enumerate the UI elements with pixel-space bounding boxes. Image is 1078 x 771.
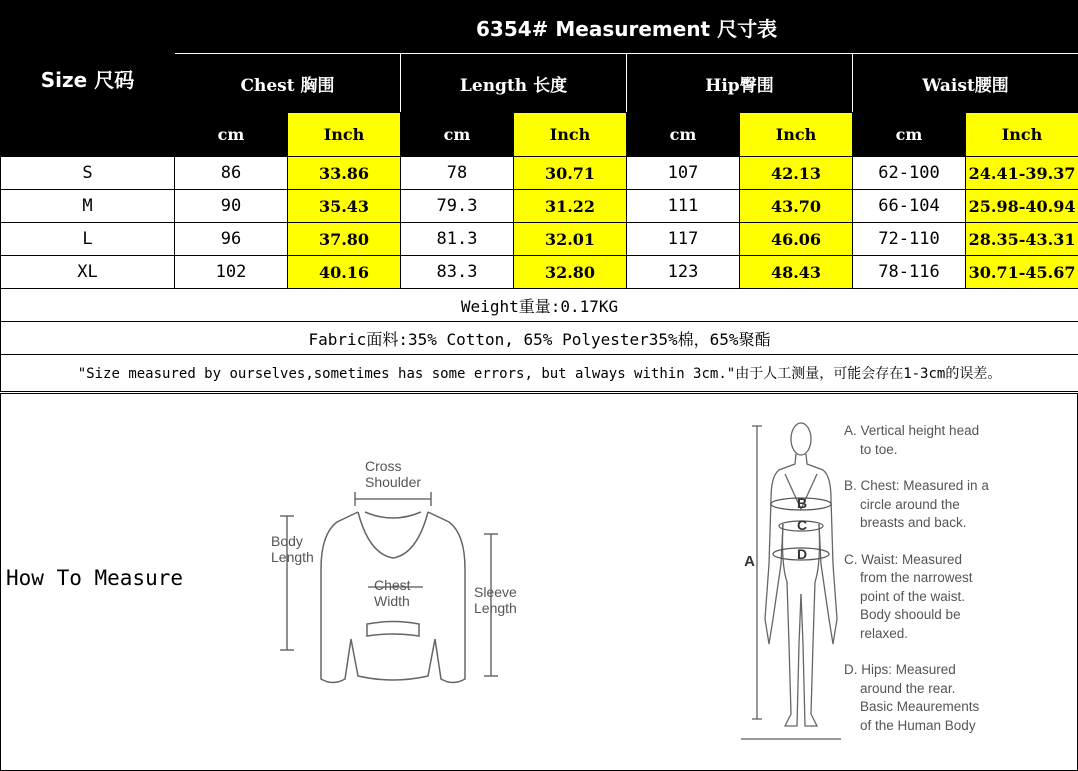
list-item: [844, 661, 1019, 735]
table-cell: 42.13: [740, 157, 853, 190]
note-line: point of the waist.: [860, 588, 966, 604]
table-row: [1, 157, 1078, 190]
table-cell: 86: [175, 157, 288, 190]
table-row: [1, 223, 1078, 256]
body-figure-diagram: [741, 414, 841, 744]
table-cell: 107: [627, 157, 740, 190]
body-length-label: Length: [271, 549, 314, 565]
note-lead: B. Chest: Measured in a: [844, 478, 989, 493]
list-item: [844, 422, 1019, 459]
unit-header: Inch: [740, 113, 853, 157]
table-cell: 90: [175, 190, 288, 223]
page-title: 6354# Measurement 尺寸表: [175, 1, 1078, 54]
table-cell: 83.3: [401, 256, 514, 289]
table-cell: 46.06: [740, 223, 853, 256]
letter-d-label: D: [796, 546, 808, 562]
table-cell: 37.80: [288, 223, 401, 256]
chest-width-label: Chest: [374, 577, 411, 593]
table-cell: 30.71-45.67: [966, 256, 1078, 289]
sleeve-length-label: Length: [474, 600, 517, 616]
note-line: Basic Meaurements: [860, 699, 980, 714]
table-cell: 111: [627, 190, 740, 223]
size-label: S: [1, 157, 175, 190]
table-row: [1, 256, 1078, 289]
table-cell: 62-100: [853, 157, 966, 190]
note-line: Body shoould be: [860, 607, 961, 622]
size-header: Size 尺码: [1, 1, 175, 157]
note-line: to toe.: [860, 441, 898, 457]
table-cell: 117: [627, 223, 740, 256]
note-line: around the rear.: [860, 680, 956, 696]
table-row: [1, 190, 1078, 223]
group-chest: Chest 胸围: [175, 54, 401, 113]
unit-header: cm: [175, 113, 288, 157]
unit-header: Inch: [288, 113, 401, 157]
table-cell: 102: [175, 256, 288, 289]
body-measure-lines: [752, 426, 831, 719]
note-line: from the narrowest: [860, 570, 973, 585]
letter-a-label: A: [744, 553, 755, 570]
how-to-measure-panel: [0, 393, 1078, 771]
how-to-measure-label: How To Measure: [6, 566, 184, 590]
chest-width-label: Width: [374, 593, 410, 609]
note-line: relaxed.: [860, 625, 909, 641]
table-cell: 72-110: [853, 223, 966, 256]
table-cell: 24.41-39.37: [966, 157, 1078, 190]
table-cell: 32.80: [514, 256, 627, 289]
table-cell: 78-116: [853, 256, 966, 289]
cross-shoulder-label: Shoulder: [365, 474, 422, 490]
note-lead: D. Hips: Measured: [844, 662, 956, 677]
note-lead: A. Vertical height head: [844, 423, 980, 438]
group-hip: Hip臀围: [627, 54, 853, 113]
table-cell: 123: [627, 256, 740, 289]
table-cell: 25.98-40.94: [966, 190, 1078, 223]
table-cell: 28.35-43.31: [966, 223, 1078, 256]
table-cell: 43.70: [740, 190, 853, 223]
table-cell: 48.43: [740, 256, 853, 289]
body-measure-notes: [844, 422, 1019, 753]
table-cell: 81.3: [401, 223, 514, 256]
list-item: [844, 551, 1019, 644]
note-line: of the Human Body: [860, 717, 976, 733]
size-label: M: [1, 190, 175, 223]
cross-shoulder-label: Cross: [365, 458, 402, 474]
note-line: circle around the: [860, 496, 960, 512]
table-cell: 30.71: [514, 157, 627, 190]
table-cell: 31.22: [514, 190, 627, 223]
list-item: [844, 477, 1019, 533]
unit-header: Inch: [514, 113, 627, 157]
note-line: breasts and back.: [860, 515, 967, 530]
weight-note: Weight重量:0.17KG: [1, 289, 1078, 322]
unit-header: cm: [401, 113, 514, 157]
note-lead: C. Waist: Measured: [844, 551, 963, 567]
sleeve-length-label: Sleeve: [474, 584, 517, 600]
unit-header: cm: [627, 113, 740, 157]
table-cell: 96: [175, 223, 288, 256]
table-cell: 40.16: [288, 256, 401, 289]
unit-header: cm: [853, 113, 966, 157]
size-label: XL: [1, 256, 175, 289]
letter-c-label: C: [796, 517, 808, 533]
table-cell: 79.3: [401, 190, 514, 223]
letter-b-label: B: [796, 495, 808, 511]
body-length-label: Body: [271, 533, 303, 549]
disclaimer-note: "Size measured by ourselves,sometimes has some errors, but always within 3cm."由于人工测量，可能会存在1-3cm的误差。: [1, 355, 1078, 392]
group-waist: Waist腰围: [853, 54, 1078, 113]
human-figure-icon: [765, 423, 837, 726]
fabric-note: Fabric面料:35% Cotton, 65% Polyester35%棉，65%聚酯: [1, 322, 1078, 355]
sweater-diagram: [263, 454, 533, 684]
table-cell: 66-104: [853, 190, 966, 223]
unit-header: Inch: [966, 113, 1078, 157]
table-cell: 78: [401, 157, 514, 190]
table-cell: 33.86: [288, 157, 401, 190]
table-cell: 35.43: [288, 190, 401, 223]
size-label: L: [1, 223, 175, 256]
table-cell: 32.01: [514, 223, 627, 256]
group-length: Length 长度: [401, 54, 627, 113]
